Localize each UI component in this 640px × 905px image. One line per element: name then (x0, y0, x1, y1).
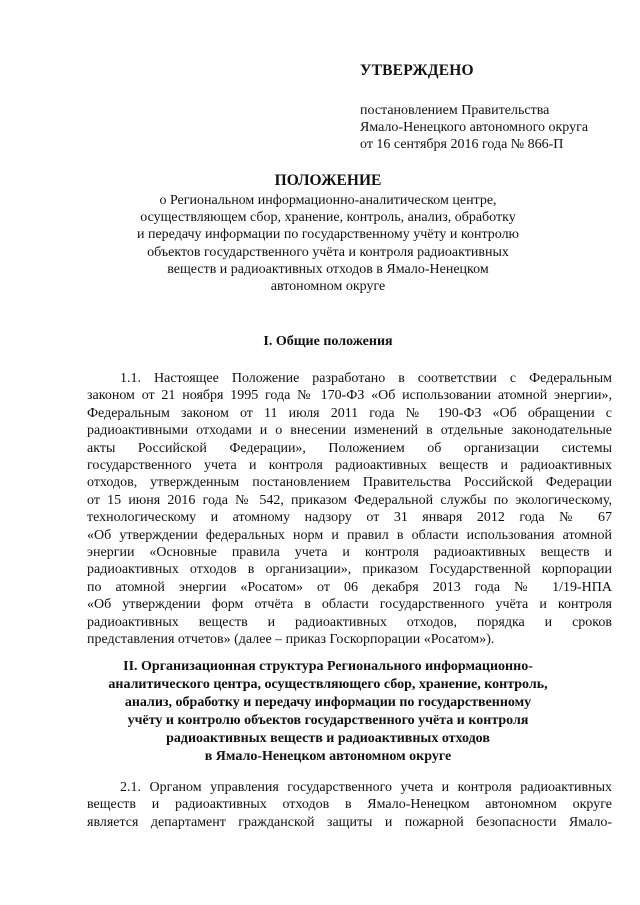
paragraph-line: законом от 21 ноября 1995 года № 170-ФЗ «Об использовании атомной энергии», (87, 388, 612, 404)
approval-line: от 16 сентября 2016 года № 866-П (360, 137, 564, 152)
section-heading-line: I. Общие положения (263, 334, 393, 349)
paragraph-line: энергии «Основные правила учета и контроля радиоактивных веществ и (87, 545, 612, 561)
section-heading-line: учёту и контролю объектов государственного учёта и контроля (127, 713, 529, 728)
section-heading-line: в Ямало-Ненецком автономном округе (204, 749, 452, 764)
paragraph-line: «Об утверждении форм отчёта в области государственного учёта и контроля (87, 597, 612, 613)
subtitle-line: и передачу информации по государственному учёту и контролю (136, 227, 520, 243)
section-heading-line: анализ, обработку и передачу информации по государственному (124, 695, 532, 710)
section-1-paragraph (87, 370, 612, 649)
paragraph-line: радиоактивных веществ и радиоактивных отходов, порядка и сроков (87, 614, 612, 630)
paragraph-line: радиоактивных отходов в организации», приказом Государственной корпорации (87, 562, 612, 578)
approval-line: Ямало-Ненецкого автономного округа (360, 120, 589, 135)
document-subtitle (80, 192, 576, 295)
subtitle-line: веществ и радиоактивных отходов в Ямало-Ненецком (167, 261, 489, 277)
subtitle-line: объектов государственного учёта и контроля радиоактивных (147, 244, 509, 260)
paragraph-line: «Об утверждении федеральных норм и правил в области использования атомной (87, 527, 612, 543)
section-heading-line: II. Организационная структура Регионального информационно- (123, 659, 533, 674)
section-2-paragraph (87, 779, 612, 831)
paragraph-line: веществ и радиоактивных отходов в Ямало-Ненецком автономном округе (87, 797, 612, 813)
section-heading-line: аналитического центра, осуществляющего сбор, хранение, контроль, (108, 677, 548, 692)
document-title: ПОЛОЖЕНИЕ (274, 172, 382, 189)
paragraph-line: акты Российской Федерации», Положением об организации системы (87, 440, 612, 456)
paragraph-line: государственного учета и контроля радиоактивных веществ и радиоактивных (87, 458, 612, 474)
paragraph-line: отходов, утвержденным постановлением Правительства Российской Федерации (87, 475, 612, 491)
subtitle-line: автономном округе (270, 279, 386, 295)
section-1-heading (80, 333, 576, 351)
section-heading-line: радиоактивных веществ и радиоактивных отходов (166, 731, 490, 746)
paragraph-line: представления отчетов» (далее – приказ Госкорпорации «Росатом»). (87, 632, 495, 648)
paragraph-line: радиоактивными отходами и о внесении изменений в отдельные законодательные (87, 423, 612, 439)
paragraph-line: по атомной энергии «Росатом» от 06 декабря 2013 года № 1/19-НПА (87, 579, 612, 595)
subtitle-line: осуществляющем сбор, хранение, контроль, анализ, обработку (140, 210, 516, 226)
paragraph-line: является департамент гражданской защиты и пожарной безопасности Ямало- (87, 814, 612, 830)
paragraph-line: технологическому и атомному надзору от 31 января 2012 года № 67 (87, 510, 612, 526)
approval-block (360, 62, 620, 153)
paragraph-line: 1.1. Настоящее Положение разработано в соответствии с Федеральным (120, 371, 612, 386)
subtitle-line: о Региональном информационно-аналитическом центре, (159, 193, 497, 208)
paragraph-line: Федеральным законом от 11 июля 2011 года № 190-ФЗ «Об обращении с (87, 405, 612, 421)
paragraph-line: 2.1. Органом управления государственного учета и контроля радиоактивных (120, 780, 612, 795)
approval-title: УТВЕРЖДЕНО (360, 62, 474, 79)
section-2-heading (80, 658, 576, 766)
approval-line: постановлением Правительства (360, 103, 550, 118)
paragraph-line: от 15 июня 2016 года № 542, приказом Федеральной службы по экологическому, (87, 492, 612, 508)
